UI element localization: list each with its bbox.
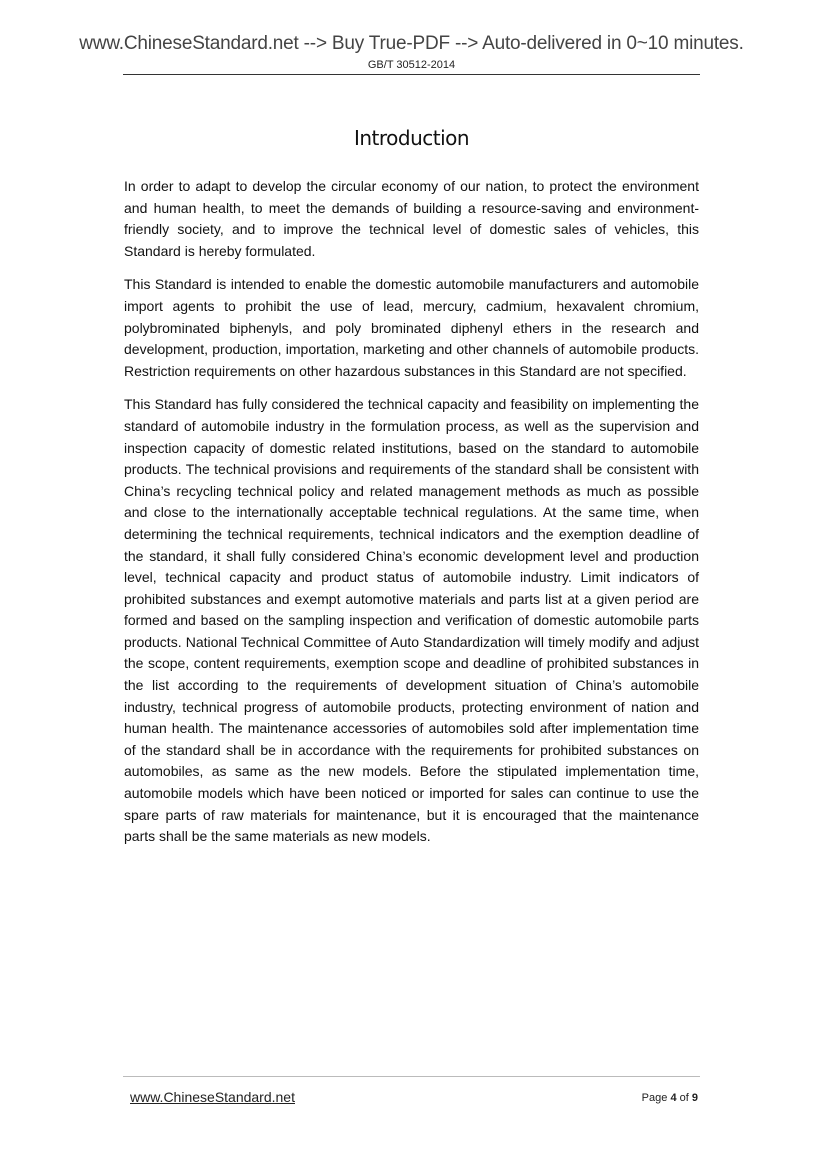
page-number (642, 1092, 698, 1104)
header-divider (123, 74, 700, 75)
paragraph: In order to adapt to develop the circular economy of our nation, to protect the environment and human health, to meet the demands of building a resource-saving and environment-friendly society, and to improve the technical level of domestic sales of vehicles, this Standard is hereby formulated. (124, 178, 699, 259)
promo-banner: www.ChineseStandard.net --> Buy True-PDF --> Auto-delivered in 0~10 minutes. (79, 33, 744, 54)
page-prefix: Page (641, 1092, 668, 1104)
footer-divider (123, 1076, 700, 1077)
page-of: of (679, 1092, 689, 1104)
footer-website-link[interactable]: www.ChineseStandard.net (130, 1089, 295, 1105)
document-body (124, 176, 699, 860)
page-total: 9 (691, 1092, 698, 1104)
paragraph: This Standard is intended to enable the domestic automobile manufacturers and automobile import agents to prohibit the use of lead, mercury, cadmium, hexavalent chromium, polybrominated biphenyls, and poly brominated diphenyl ethers in the research and development, production, importation, marketing and other channels of automobile products. Restriction requirements on other hazardous substances in this Standard are not specified. (124, 276, 699, 379)
paragraph: This Standard has fully considered the technical capacity and feasibility on implementing the standard of automobile industry in the formulation process, as well as the supervision and inspection capacity of domestic related institutions, based on the standard to automobile products. The technical provisions and requirements of the standard shall be consistent with China’s recycling technical policy and related management methods as much as possible and close to the internationally acceptable technical regulations. At the same time, when determining the technical requirements, technical indicators and the exemption deadline of the standard, it shall fully considered China’s economic development level and production level, technical capacity and product status of automobile industry. Limit indicators of prohibited substances and exempt automotive materials and parts list at a given period are formed and based on the sampling inspection and verification of domestic automobile parts products. National Technical Committee of Auto Standardization will timely modify and adjust the scope, content requirements, exemption scope and deadline of prohibited substances in the list according to the requirements of development situation of China’s automobile industry, technical progress of automobile products, protecting environment of nation and human health. The maintenance accessories of automobiles sold after implementation time of the standard shall be in accordance with the requirements for prohibited substances on automobiles, as same as the new models. Before the stipulated implementation time, automobile models which have been noticed or imported for sales can continue to use the spare parts of raw materials for maintenance, but it is encouraged that the maintenance parts shall be the same materials as new models. (124, 396, 699, 845)
page-title: Introduction (353, 126, 470, 150)
page-current: 4 (670, 1092, 677, 1104)
standard-number: GB/T 30512-2014 (367, 59, 456, 71)
